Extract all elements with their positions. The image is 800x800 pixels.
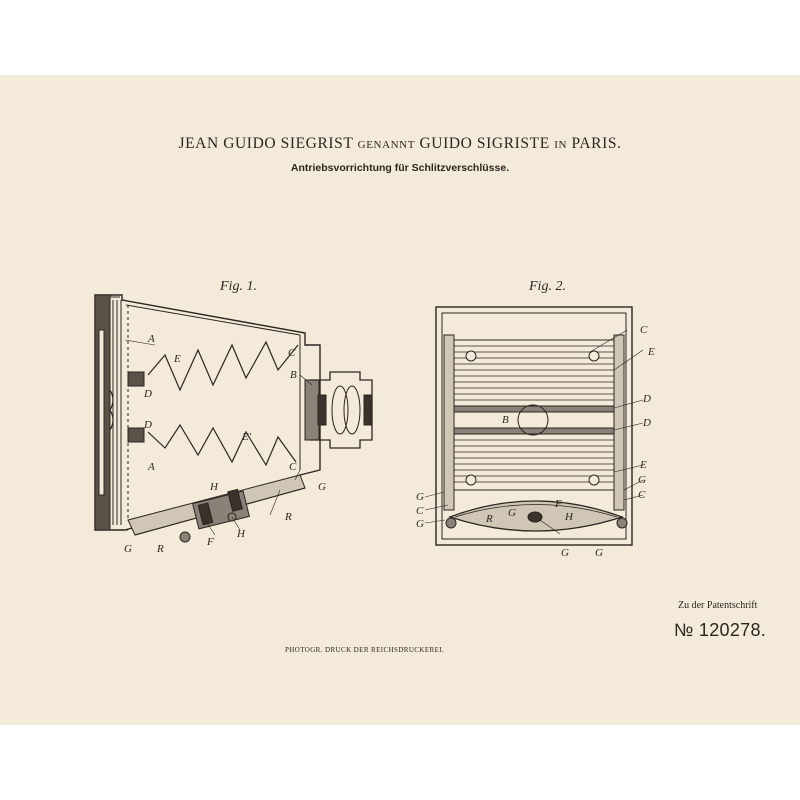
fig1-letter-F: F xyxy=(207,536,214,548)
inventor-name: JEAN GUIDO SIEGRIST xyxy=(178,135,354,152)
fig1-label: Fig. 1. xyxy=(220,279,257,294)
fig2-letter-D-top: D xyxy=(643,393,651,405)
fig1-letter-A-top: A xyxy=(148,333,155,345)
patent-subtitle: Antriebsvorrichtung für Schlitzverschlüsse. xyxy=(290,162,510,174)
fig1-drawing xyxy=(95,295,372,542)
city: PARIS. xyxy=(571,135,622,152)
patent-reference-label: Zu der Patentschrift xyxy=(678,600,758,611)
fig2-letter-R: R xyxy=(486,513,493,525)
fig1-letter-A-bottom: A xyxy=(148,461,155,473)
fig1-letter-D-bottom: D xyxy=(144,419,152,431)
fig2-label: Fig. 2. xyxy=(529,279,566,294)
fig2-letter-G-right: G xyxy=(638,474,646,486)
fig2-letter-G-left2: G xyxy=(416,518,424,530)
fig2-drawing xyxy=(436,307,632,545)
printer-credit: PHOTOGR. DRUCK DER REICHSDRUCKEREI. xyxy=(285,646,445,654)
fig2-letter-F: F xyxy=(555,498,562,510)
patent-number: № 120278. xyxy=(674,620,767,640)
fig1-letter-B: B xyxy=(290,369,297,381)
fig1-letter-H-top: H xyxy=(210,481,218,493)
fig1-letter-E-prime: E' xyxy=(242,431,252,443)
fig2-letter-G-bottom1: G xyxy=(561,547,569,559)
fig1-letter-G-left: G xyxy=(124,543,132,555)
fig1-letter-C-top: C xyxy=(288,347,296,359)
fig2-letter-D-mid: D xyxy=(643,417,651,429)
genannt-word: GENANNT xyxy=(357,139,416,151)
fig2-letter-E-bottom: E xyxy=(640,459,647,471)
fig2-letter-G-center: G xyxy=(508,507,516,519)
fig2-letter-C-top: C xyxy=(640,324,648,336)
fig2-letter-C-right: C xyxy=(638,489,646,501)
fig2-letter-G-left1: G xyxy=(416,491,424,503)
fig2-letter-H: H xyxy=(565,511,573,523)
fig1-letter-G-right: G xyxy=(318,481,326,493)
fig1-letter-R-right: R xyxy=(285,511,292,523)
fig1-letter-E: E xyxy=(174,353,181,365)
in-word: IN xyxy=(554,139,568,151)
fig2-letter-C-left: C xyxy=(416,505,424,517)
fig1-letter-D-top: D xyxy=(144,388,152,400)
fig2-letter-E-top: E xyxy=(648,346,655,358)
fig1-letter-C-bottom: C xyxy=(289,461,297,473)
fig2-letter-G-bottom2: G xyxy=(595,547,603,559)
fig1-letter-R-left: R xyxy=(157,543,164,555)
fig1-letter-H-bottom: H xyxy=(237,528,245,540)
fig2-letter-B: B xyxy=(502,414,509,426)
inventor-alias: GUIDO SIGRISTE xyxy=(419,135,550,152)
